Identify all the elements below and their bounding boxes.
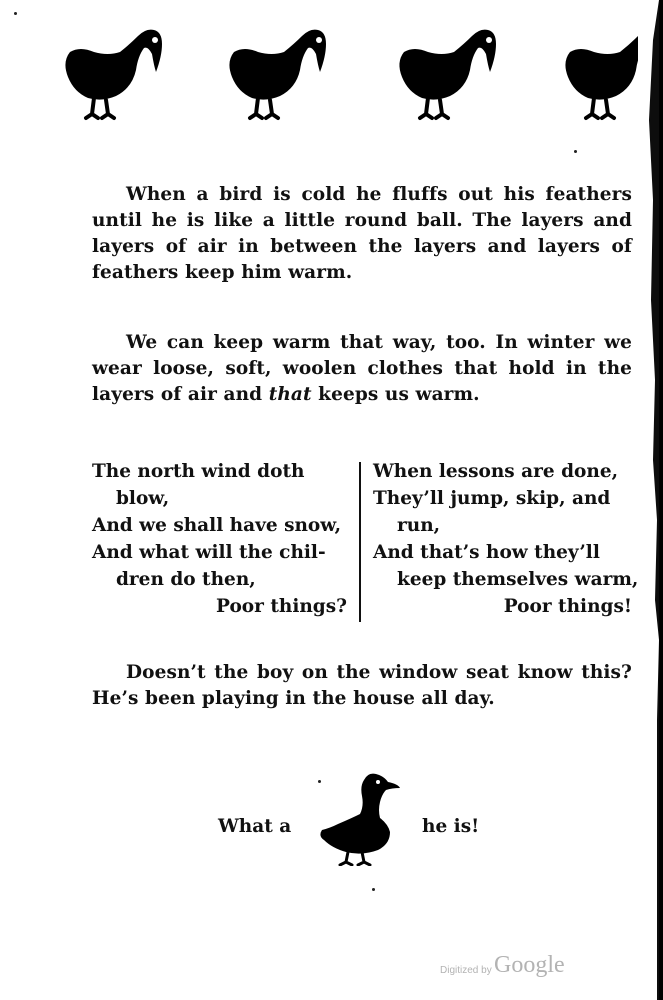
poem-right-column — [373, 458, 639, 620]
poem-line — [92, 458, 347, 485]
digitized-watermark — [440, 954, 580, 984]
closing-text-before: What a — [218, 816, 292, 837]
poem-line: When lessons are done, — [373, 461, 619, 482]
paragraph-text: Doesn’t the boy on the window seat know this? He’s been playing in the house all day. — [92, 662, 632, 709]
poem-line: And we shall have snow, — [92, 515, 342, 536]
poem-line: Poor things? — [216, 596, 347, 617]
bird-border — [0, 22, 663, 122]
poem-line: And that’s how they’ll — [373, 542, 600, 563]
paragraph-text: keeps us warm. — [311, 384, 480, 405]
poem-line: keep themselves warm, — [397, 569, 639, 590]
scan-speck — [318, 780, 321, 783]
bird-silhouette-icon — [222, 22, 332, 122]
bird-silhouette-icon — [58, 22, 168, 122]
poem-line: They’ll jump, skip, and — [373, 488, 611, 509]
paragraph-keep-warm — [92, 330, 632, 408]
paragraph-window-seat — [92, 660, 632, 712]
poem-line: Poor things! — [503, 596, 632, 617]
paragraph-text: When a bird is cold he fluffs out his feathers until he is like a little round ball. The layers and layers of air in between the layers and layers of feathers keep him warm. — [92, 184, 632, 283]
duck-silhouette-icon — [318, 770, 404, 866]
poem — [92, 458, 639, 623]
poem-line: And what will the chil- — [92, 542, 326, 563]
scan-speck — [14, 12, 17, 15]
bird-silhouette-icon — [558, 22, 638, 122]
poem-line: dren do then, — [116, 569, 256, 590]
closing-line — [0, 810, 663, 890]
poem-divider — [359, 462, 361, 622]
paragraph-text: We can keep warm that way, too. In winter we wear loose, soft, woolen clothes that hold in the layers of air and — [92, 332, 632, 405]
paragraph-bird-feathers — [92, 182, 632, 286]
bird-silhouette-icon — [392, 22, 502, 122]
digitized-label: Digitized by — [440, 965, 492, 976]
poem-line-text: The north wind doth — [92, 461, 305, 482]
poem-line: run, — [397, 515, 441, 536]
italic-emphasis: that — [268, 384, 312, 405]
poem-line: blow, — [116, 488, 170, 509]
scan-speck — [574, 150, 577, 153]
google-logo: Google — [494, 952, 565, 978]
poem-left-column — [92, 458, 347, 620]
closing-text-after: he is! — [422, 816, 480, 837]
scan-speck — [372, 888, 375, 891]
